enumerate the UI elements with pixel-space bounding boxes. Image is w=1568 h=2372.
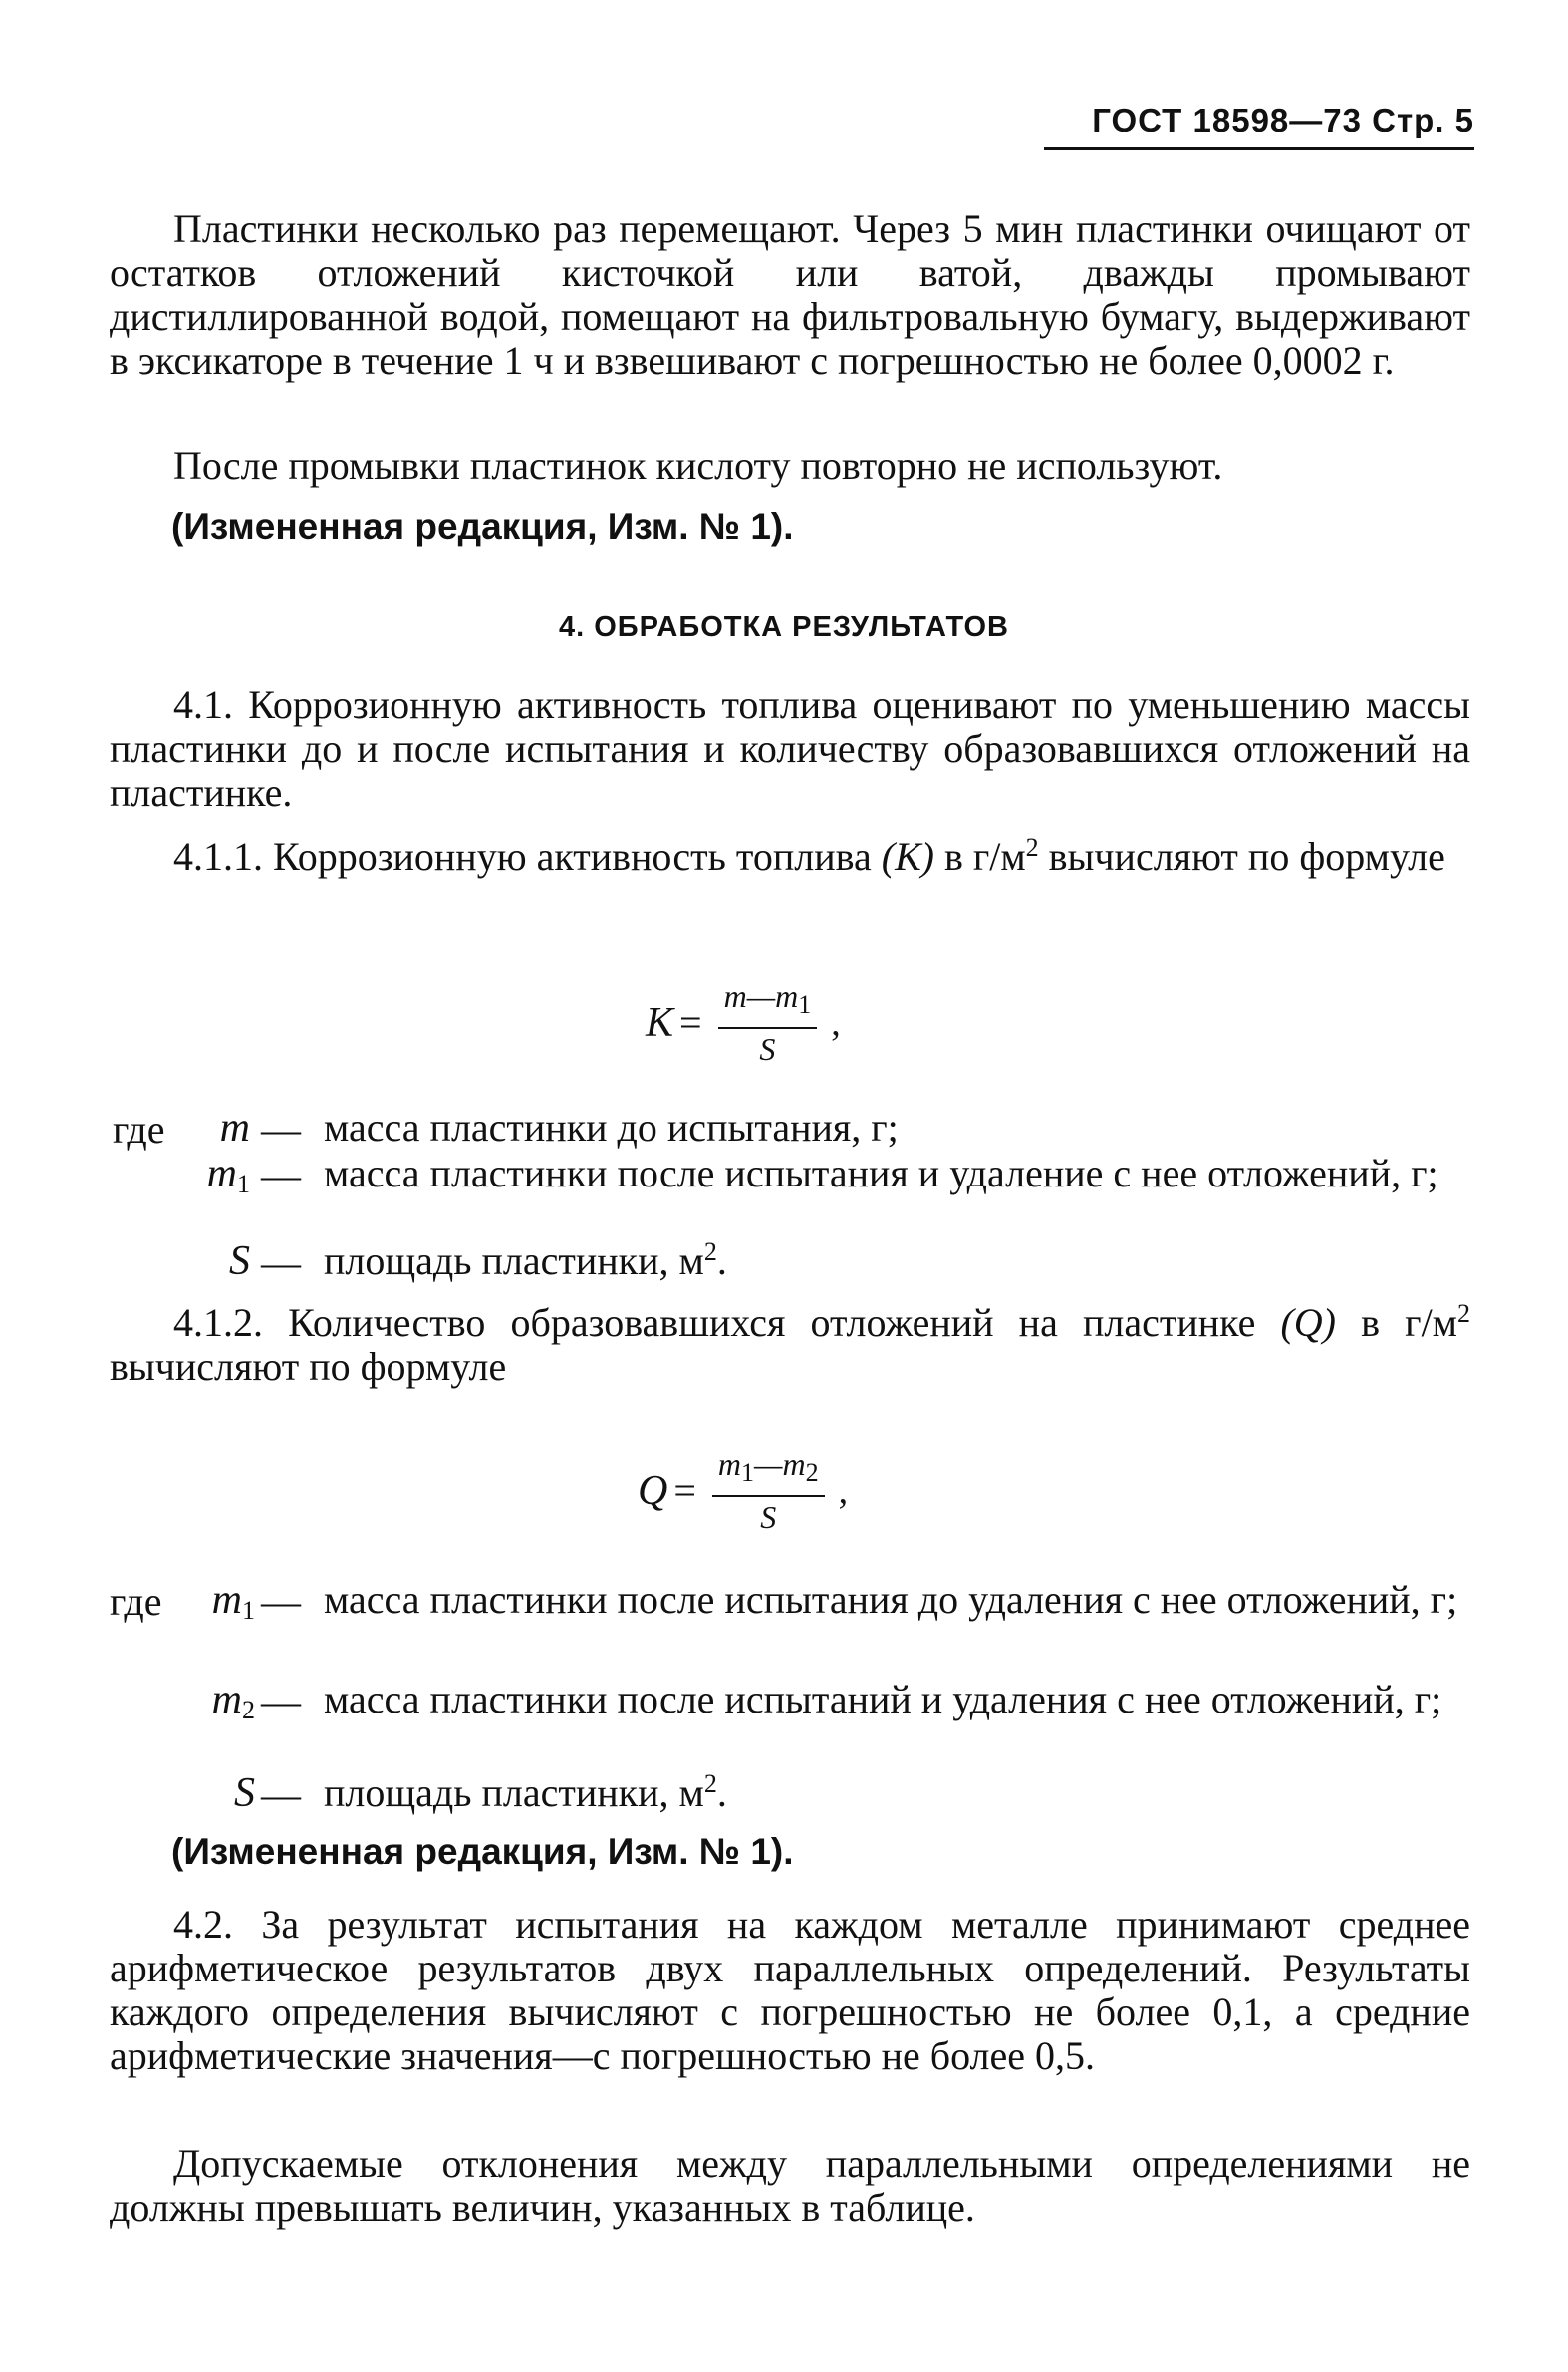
defs-q-lead: где [110,1579,162,1624]
header-rule [1044,147,1474,150]
formula-q-num-a-sub: 1 [741,1458,755,1487]
formula-k-comma: , [831,1001,841,1044]
formula-k-num-b-sub: 1 [798,990,812,1019]
formula-q-fraction [712,1447,825,1535]
formula-q-lhs: Q [638,1467,668,1514]
formula-k-lhs: K [646,999,674,1046]
p-4-1-1-mid: в г/м [943,834,1026,879]
defs-k-dash-2: — [261,1240,301,1285]
formula-q-denominator: S [760,1499,777,1535]
defs-k-lead: где [113,1107,165,1152]
p-4-1-2-mid: в г/м [1361,1300,1457,1345]
defs-q-sym-2: S [234,1770,255,1816]
defs-q-dash-1: — [261,1679,301,1723]
defs-k-dash-0: — [261,1107,301,1152]
formula-q-num-a: m [717,1447,742,1482]
paragraph-4-1-1 [110,835,1470,879]
formula-q [638,1447,848,1535]
defs-k-sym-0: m [219,1105,250,1151]
defs-k-text-2: площадь пластинки, $м^2$. [324,1237,727,1283]
p-4-1-1-var: (К) [881,834,934,879]
paragraph-4-1-2 [110,1301,1470,1389]
p-4-1-2-var: (Q) [1280,1300,1336,1345]
paragraph-4-2: 4.2. За результат испытания на каждом металле принимают среднее арифметическое результатов двух параллельных определений. Результаты каждого определения вычисляют с погрешностью не более 0,1, а средние арифметические значения—с погрешностью не более 0,5. [110,1902,1470,2078]
defs-q-dash-2: — [261,1772,301,1817]
defs-k-text-0: масса пластинки до испытания, г; [324,1105,899,1150]
formula-k-fraction [718,978,818,1067]
p-4-1-2-start: 4.1.2. Количество образовавшихся отложений на пластинке [173,1300,1256,1345]
running-head [1036,102,1474,139]
defs-q-sym-1: $m_2$ [211,1677,255,1724]
formula-q-eq: = [673,1468,696,1513]
paragraph-acid-reuse: После промывки пластинок кислоту повторно не используют. [173,443,1223,488]
formula-k-eq: = [679,1000,702,1045]
p-4-1-1-sup: 2 [1025,833,1039,862]
formula-k-num-op: — [746,978,776,1014]
defs-q-text-1: масса пластинки после испытаний и удаления с нее отложений, г; [324,1677,1442,1721]
formula-k-num-a: m [723,978,747,1014]
paragraph-tolerances: Допускаемые отклонения между параллельными определениями не должны превышать величин, указанных в таблице. [110,2141,1470,2230]
running-head-text: ГОСТ 18598—73 Стр. 5 [1092,102,1474,138]
section-heading-4: 4. ОБРАБОТКА РЕЗУЛЬТАТОВ [558,611,1010,643]
defs-k-sym-2: S [229,1238,250,1284]
defs-k-dash-1: — [261,1153,301,1197]
formula-q-num-op: — [754,1447,783,1482]
formula-q-numerator [712,1447,825,1497]
p-4-1-2-sup: 2 [1457,1299,1470,1328]
defs-q-dash-0: — [261,1579,301,1624]
amendment-note-1: (Измененная редакция, Изм. № 1). [171,506,794,547]
amendment-note-2: (Измененная редакция, Изм. № 1). [171,1831,794,1872]
formula-k-num-b: m [775,978,799,1014]
formula-q-comma: , [838,1469,849,1512]
formula-q-num-b: m [782,1447,806,1482]
paragraph-4-1: 4.1. Коррозионную активность топлива оценивают по уменьшению массы пластинки до и после испытания и количеству образовавшихся отложений на пластинке. [110,682,1470,815]
defs-q-text-0: масса пластинки после испытания до удаления с нее отложений, г; [324,1577,1458,1622]
formula-k-numerator [718,978,818,1029]
defs-k-text-1: масса пластинки после испытания и удаление с нее отложений, г; [324,1151,1438,1195]
paragraph-washing: Пластинки несколько раз перемещают. Через 5 мин пластинки очищают от остатков отложений кисточкой или ватой, дважды промывают дистиллированной водой, помещают на фильтровальную бумагу, выдерживают в эксикаторе в течение 1 ч и взвешивают с погрешностью не более 0,0002 г. [110,206,1470,383]
defs-q-text-2: площадь пластинки, $м^2$. [324,1769,727,1815]
p-4-1-2-end: вычисляют по формуле [110,1344,507,1389]
defs-q-sym-0: $m_1$ [211,1577,255,1625]
p-4-1-1-start: 4.1.1. Коррозионную активность топлива [173,834,872,879]
formula-k-denominator: S [759,1031,776,1067]
formula-k [646,978,841,1067]
defs-k-sym-1: $m_1$ [206,1151,250,1198]
p-4-1-1-end: вычисляют по формуле [1048,834,1445,879]
formula-q-num-b-sub: 2 [805,1458,819,1487]
